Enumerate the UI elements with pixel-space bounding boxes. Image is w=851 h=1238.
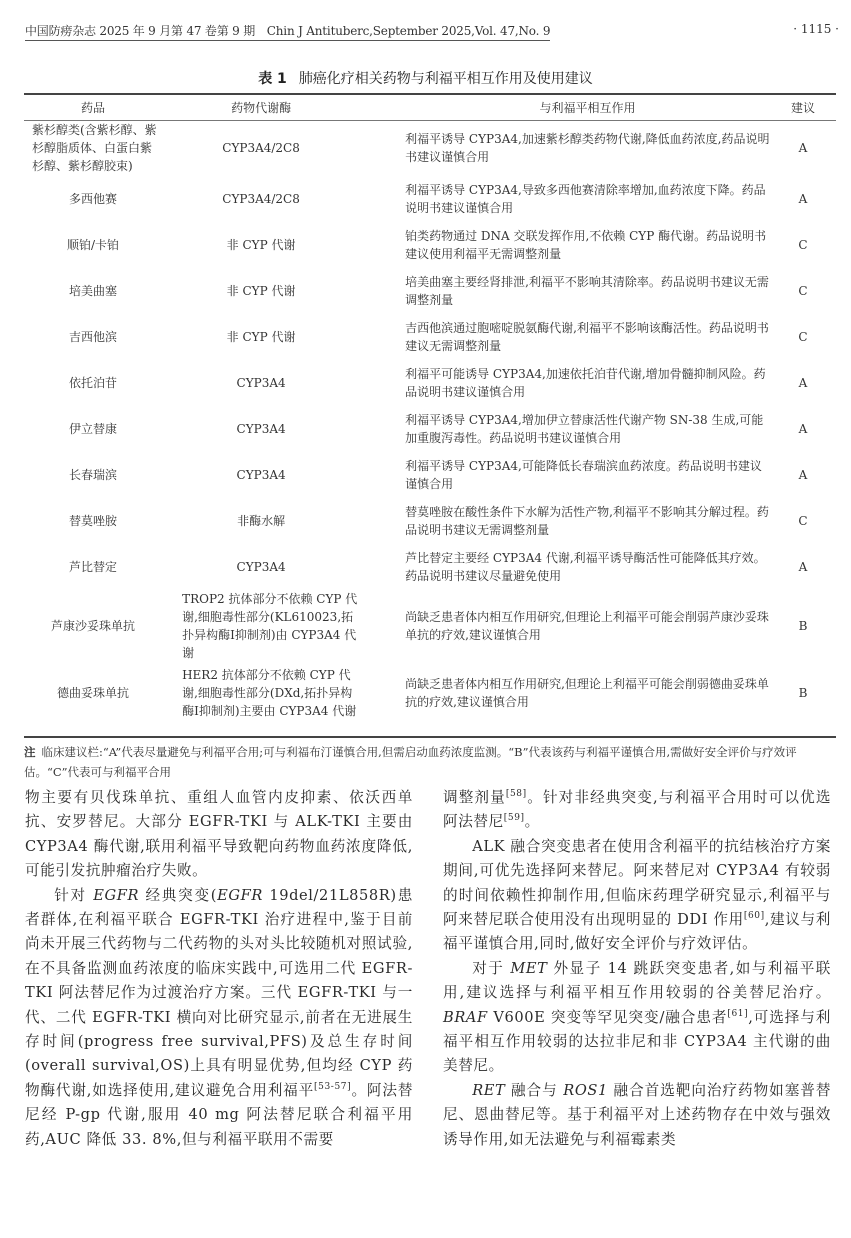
gene-name: EGFR (217, 886, 263, 904)
cell-interaction: 尚缺乏患者体内相互作用研究,但理论上利福平可能会削弱德曲妥珠单抗的疗效,建议谨慎合用 (405, 677, 769, 709)
table-row (24, 222, 836, 268)
cell-enzyme: CYP3A4 (236, 376, 286, 390)
cell-drug: 紫杉醇类(含紫杉醇、紫杉醇脂质体、白蛋白紫杉醇、紫杉醇胶束) (32, 123, 157, 173)
gene-name: BRAF (443, 1008, 488, 1026)
table-row (24, 498, 836, 544)
cell-enzyme: CYP3A4/2C8 (222, 192, 300, 206)
column-header-interaction: 与利福平相互作用 (539, 101, 636, 115)
text-run: 融合与 (505, 1081, 564, 1099)
text-run: 。阿法替尼经 P-gp 代谢,服用 40 mg 阿法替尼联合利福平用药,AUC 降低 33. 8%,但与利福平联用不需要 (25, 1081, 414, 1148)
text-run: 调整剂量 (443, 789, 506, 806)
gene-name: RET (472, 1081, 506, 1099)
cell-advice: C (798, 514, 808, 528)
table-title-text: 肺癌化疗相关药物与利福平相互作用及使用建议 (298, 71, 593, 87)
cell-enzyme: 非 CYP 代谢 (226, 330, 296, 344)
cell-drug: 芦比替定 (69, 560, 118, 574)
cell-enzyme: 非 CYP 代谢 (226, 238, 296, 252)
table-row (24, 268, 836, 314)
body-paragraph (443, 1079, 831, 1152)
cell-advice: A (798, 560, 808, 574)
cell-interaction: 吉西他滨通过胞嘧啶脱氨酶代谢,利福平不影响该酶活性。药品说明书建议无需调整剂量 (405, 321, 769, 353)
text-run: 。针对非经典突变,与利福平合用时可以优选阿法替尼 (443, 789, 832, 831)
cell-advice: A (798, 376, 808, 390)
text-run: ALK 融合突变患者在使用含利福平的抗结核治疗方案期间,可优先选择阿来替尼。阿来替尼对 CYP3A4 有较弱的时间依赖性抑制作用,但临床药理学研究显示,利福平与阿来替尼联合使用没有出现明显的 DDI 作用 (443, 837, 831, 929)
table-bottom-rule (24, 736, 836, 738)
table-label: 表 1 (258, 71, 287, 87)
cell-drug: 培美曲塞 (69, 284, 118, 298)
cell-interaction: 芦比替定主要经 CYP3A4 代谢,利福平诱导酶活性可能降低其疗效。药品说明书建议尽量避免使用 (405, 551, 766, 583)
column-header-drug: 药品 (81, 101, 106, 115)
note-label: 注 (24, 745, 36, 759)
column-header-enzyme: 药物代谢酶 (231, 101, 292, 115)
cell-enzyme: CYP3A4 (236, 560, 286, 574)
column-header-advice: 建议 (791, 101, 816, 115)
body-paragraph (443, 835, 831, 957)
cell-advice: C (798, 238, 808, 252)
cell-drug: 芦康沙妥珠单抗 (51, 619, 136, 633)
cell-advice: C (798, 330, 808, 344)
cell-advice: A (798, 141, 808, 155)
running-head: 中国防痨杂志 2025 年 9 月第 47 卷第 9 期 Chin J Antituberc,September 2025,Vol. 47,No. 9 (25, 22, 550, 41)
cell-enzyme: CYP3A4/2C8 (222, 141, 300, 155)
cell-enzyme: HER2 抗体部分不依赖 CYP 代谢,细胞毒性部分(DXd,拓扑异构酶Ⅰ抑制剂)主要由 CYP3A4 代谢 (182, 668, 357, 718)
cell-interaction: 利福平诱导 CYP3A4,增加伊立替康活性代谢产物 SN-38 生成,可能加重腹泻毒性。药品说明书建议谨慎合用 (405, 413, 764, 445)
table-title (0, 68, 851, 88)
cell-drug: 替莫唑胺 (69, 514, 118, 528)
body-right-column (443, 786, 831, 1152)
cell-interaction: 利福平诱导 CYP3A4,可能降低长春瑞滨血药浓度。药品说明书建议谨慎合用 (405, 459, 762, 491)
body-paragraph (443, 957, 831, 1079)
body-paragraph (25, 884, 413, 1152)
cell-enzyme: CYP3A4 (236, 468, 286, 482)
citation: [60] (743, 911, 765, 922)
cell-advice: C (798, 284, 808, 298)
table-note (24, 742, 836, 782)
citation: [61] (727, 1008, 749, 1019)
cell-advice: A (798, 192, 808, 206)
cell-drug: 德曲妥珠单抗 (57, 686, 130, 700)
table-row (24, 406, 836, 452)
cell-drug: 顺铂/卡铂 (67, 238, 120, 252)
cell-drug: 长春瑞滨 (69, 468, 118, 482)
cell-drug: 伊立替康 (69, 422, 118, 436)
cell-drug: 依托泊苷 (69, 376, 118, 390)
text-run: 针对 (54, 886, 94, 904)
cell-advice: A (798, 422, 808, 436)
text-run: 19del/21L858R)患者群体,在利福平联合 EGFR-TKI 治疗进程中,鉴于目前尚未开展三代药物与二代药物的头对头比较随机对照试验,在不具备监测血药浓度的临床实践中,可选用二代 EGFR-TKI 阿法替尼作为过渡治疗方案。三代 EGFR-TKI 与一代、二代 EGFR-TKI 横向对比研究显示,前者在无进展生存时间(progress free survival,PFS)及总生存时间(overall survival,OS)上具有明显优势,但均经 CYP 药物酶代谢,如选择使用,建议避免合用利福平 (25, 886, 413, 1099)
citation: [59] (503, 813, 525, 824)
text-run: 融合首选靶向治疗药物如塞普替尼、恩曲替尼等。基于利福平对上述药物存在中效与强效诱导作用,如无法避免与利福霉素类 (443, 1081, 832, 1148)
text-run: V600E 突变等罕见突变/融合患者 (487, 1008, 728, 1026)
cell-interaction: 替莫唑胺在酸性条件下水解为活性产物,利福平不影响其分解过程。药品说明书建议无需调整剂量 (405, 505, 769, 537)
cell-enzyme: CYP3A4 (236, 422, 286, 436)
text-run: 外显子 14 跳跃突变患者,如与利福平联用,建议选择与利福平相互作用较弱的谷美替尼治疗。 (443, 959, 831, 1002)
gene-name: EGFR (93, 886, 140, 904)
body-left-column (25, 786, 413, 1152)
cell-drug: 多西他赛 (69, 192, 118, 206)
gene-name: MET (510, 959, 548, 977)
text-run: 经典突变( (139, 886, 218, 904)
cell-interaction: 利福平可能诱导 CYP3A4,加速依托泊苷代谢,增加骨髓抑制风险。药品说明书建议谨慎合用 (405, 367, 766, 399)
table-row (24, 590, 836, 662)
cell-interaction: 铂类药物通过 DNA 交联发挥作用,不依赖 CYP 酶代谢。药品说明书建议使用利福平无需调整剂量 (405, 229, 767, 261)
cell-enzyme: 非 CYP 代谢 (226, 284, 296, 298)
body-paragraph: 物主要有贝伐珠单抗、重组人血管内皮抑素、依沃西单抗、安罗替尼。大部分 EGFR-TKI 与 ALK-TKI 主要由 CYP3A4 酶代谢,联用利福平导致靶向药物血药浓度降低,可能引发抗肿瘤治疗失败。 (25, 789, 413, 880)
body-paragraph (443, 786, 831, 835)
cell-interaction: 尚缺乏患者体内相互作用研究,但理论上利福平可能会削弱芦康沙妥珠单抗的疗效,建议谨慎合用 (405, 610, 769, 642)
cell-drug: 吉西他滨 (69, 330, 118, 344)
citation: [53-57] (314, 1082, 352, 1093)
table-header-row (24, 96, 836, 120)
cell-advice: A (798, 468, 808, 482)
cell-advice: B (798, 619, 808, 633)
table-row (24, 314, 836, 360)
table-row (24, 544, 836, 590)
text-run: 。 (524, 813, 540, 831)
table-row (24, 662, 836, 724)
table-row (24, 452, 836, 498)
table-row (24, 176, 836, 222)
text-run: 对于 (472, 959, 511, 977)
cell-interaction: 利福平诱导 CYP3A4,加速紫杉醇类药物代谢,降低血药浓度,药品说明书建议谨慎合用 (405, 132, 770, 164)
text-run: ,建议与利福平谨慎合用,同时,做好安全评价与疗效评估。 (443, 911, 832, 953)
table-top-rule (24, 93, 836, 95)
cell-enzyme: 非酶水解 (237, 514, 286, 528)
cell-enzyme: TROP2 抗体部分不依赖 CYP 代谢,细胞毒性部分(KL610023,拓扑异构酶Ⅰ抑制剂)由 CYP3A4 代谢 (182, 592, 358, 660)
citation: [58] (505, 789, 527, 800)
note-text: 临床建议栏:“A”代表尽量避免与利福平合用;可与利福布汀谨慎合用,但需启动血药浓度监测。“B”代表该药与利福平谨慎合用,需做好安全评价与疗效评估。“C”代表可与利福平合用 (24, 745, 797, 779)
cell-advice: B (798, 686, 808, 700)
cell-interaction: 利福平诱导 CYP3A4,导致多西他赛清除率增加,血药浓度下降。药品说明书建议谨慎合用 (405, 183, 766, 215)
cell-interaction: 培美曲塞主要经肾排泄,利福平不影响其清除率。药品说明书建议无需调整剂量 (405, 275, 769, 307)
gene-name: ROS1 (563, 1081, 608, 1099)
text-run: ,可选择与利福平相互作用较弱的达拉非尼和非 CYP3A4 主代谢的曲美替尼。 (443, 1008, 831, 1075)
drug-interaction-table (24, 96, 836, 724)
table-row (24, 360, 836, 406)
table-row (24, 120, 836, 176)
table-header-rule (24, 120, 836, 121)
page-number: · 1115 · (793, 22, 839, 36)
